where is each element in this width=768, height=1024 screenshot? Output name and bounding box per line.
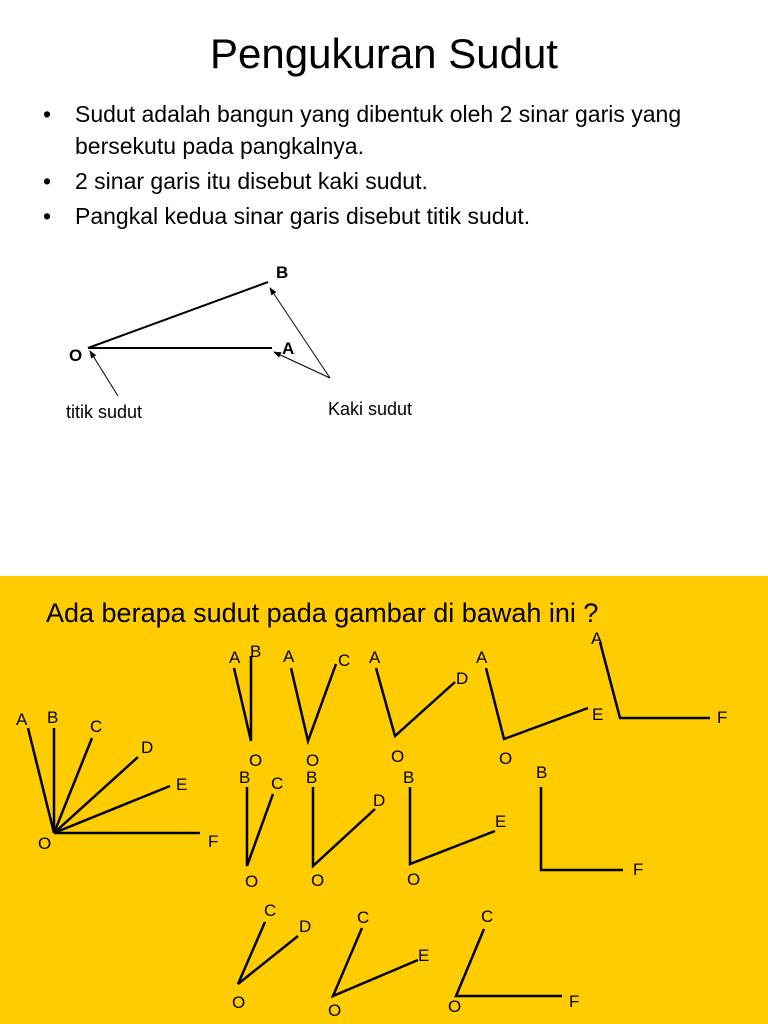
label-a: A: [229, 648, 241, 667]
page-title: Pengukuran Sudut: [210, 30, 558, 77]
label-o: O: [407, 870, 421, 889]
exercise-figures: [0, 576, 768, 1024]
label-a: A: [282, 339, 295, 358]
label-o: O: [249, 751, 263, 770]
label-a: A: [476, 648, 488, 667]
label-b: B: [306, 768, 318, 787]
label-o: O: [311, 871, 325, 890]
bullet-item: • Pangkal kedua sinar garis disebut titik sudut.: [40, 200, 740, 232]
label-d: D: [456, 669, 469, 688]
caption-vertex: titik sudut: [66, 402, 143, 422]
label-o: O: [306, 751, 320, 770]
label-o: O: [232, 993, 246, 1012]
label-o: O: [38, 834, 52, 853]
label-o: O: [448, 997, 462, 1016]
label-f: F: [208, 832, 219, 851]
label-e: E: [176, 775, 188, 794]
label-d: D: [299, 917, 312, 936]
label-a: A: [369, 648, 381, 667]
label-o: O: [69, 346, 83, 365]
label-f: F: [717, 708, 728, 727]
label-a: A: [16, 710, 28, 729]
label-e: E: [592, 705, 604, 724]
label-o: O: [245, 872, 259, 891]
label-c: C: [271, 774, 284, 793]
label-c: C: [90, 717, 103, 736]
ray-ob: [88, 282, 268, 348]
label-a: A: [591, 629, 603, 648]
bullet-item: • 2 sinar garis itu disebut kaki sudut.: [40, 165, 740, 197]
bullet-item: • Sudut adalah bangun yang dibentuk oleh 2 sinar garis yang bersekutu pada pangkalnya.: [40, 98, 740, 162]
label-d: D: [141, 738, 154, 757]
label-e: E: [418, 946, 430, 965]
label-f: F: [569, 992, 580, 1011]
label-b: B: [536, 763, 548, 782]
label-b: B: [276, 263, 289, 282]
caption-legs: Kaki sudut: [328, 399, 413, 419]
label-c: C: [481, 907, 494, 926]
label-d: D: [373, 791, 386, 810]
exercise-question: Ada berapa sudut pada gambar di bawah ini ?: [46, 598, 599, 628]
label-f: F: [633, 860, 644, 879]
exercise-panel: [0, 576, 768, 1024]
label-c: C: [264, 901, 277, 920]
label-e: E: [495, 812, 507, 831]
label-o: O: [328, 1001, 342, 1020]
label-b: B: [250, 642, 262, 661]
label-b: B: [47, 708, 59, 727]
label-b: B: [239, 768, 251, 787]
label-o: O: [499, 749, 513, 768]
label-c: C: [338, 651, 351, 670]
label-c: C: [357, 908, 370, 927]
label-b: B: [403, 768, 415, 787]
label-o: O: [391, 747, 405, 766]
pointer-vertex: [90, 351, 118, 396]
label-a: A: [283, 647, 295, 666]
